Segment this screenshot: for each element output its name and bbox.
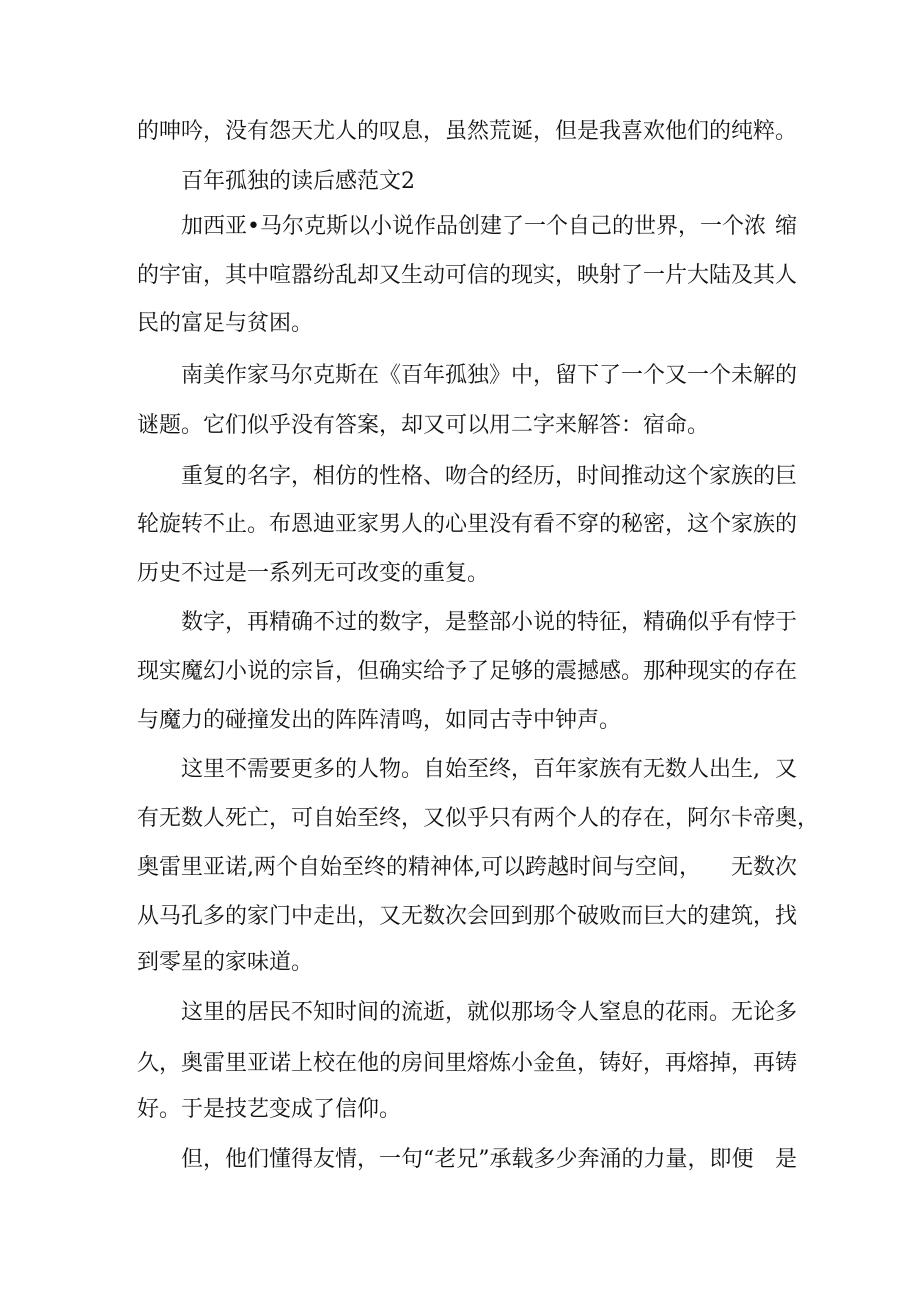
text-segment: 其人 — [753, 263, 798, 288]
text-segment: 奥雷里亚诺,两个自始至终的精神体,可以跨越时间与空间， — [137, 855, 701, 880]
text-segment: 与魔力的碰撞发出的阵阵清鸣，如同古寺中钟声。 — [137, 708, 622, 733]
text-line-10 — [137, 554, 797, 594]
text-line-19 — [181, 993, 797, 1033]
text-segment: 建筑，找 — [709, 904, 798, 929]
text-segment: 的 — [775, 363, 798, 388]
text-line-6 — [181, 356, 797, 396]
text-segment: 帝奥， — [753, 806, 820, 831]
text-segment: 南美作家马尔克斯在《百年孤独》中，留下了一个又一个未解 — [181, 363, 776, 388]
text-line-11 — [181, 603, 797, 643]
text-segment: 轮旋转不止。布恩迪亚家男人的心里没有看不穿的秘密，这个家 — [137, 512, 754, 537]
text-line-8 — [181, 457, 797, 497]
section-heading — [181, 162, 415, 202]
text-line-1 — [137, 112, 797, 152]
text-line-18 — [137, 943, 797, 983]
text-line-17 — [137, 897, 797, 937]
text-segment: 有无数人死亡，可自始至终，又似乎只有两个人的存在，阿尔卡 — [137, 806, 754, 831]
text-segment: 加西亚•马尔克斯以小说作品创建了一个自己的世界，一个浓 — [181, 214, 766, 239]
text-segment: 于 — [775, 610, 798, 635]
text-segment: 巨 — [775, 464, 798, 489]
text-segment: 谜题。它们似乎没有答案，却又可以用二字来解答：宿命。 — [137, 413, 710, 438]
text-segment: 这里不需要更多的人物。自始至终，百年家族有无数人出生, — [181, 757, 760, 782]
text-segment: 是 — [774, 1147, 797, 1172]
text-line-15 — [137, 799, 820, 839]
text-segment: 的宇宙，其中喧嚣纷乱却又生动可信的现实，映射了一片大陆及 — [137, 263, 754, 288]
text-segment: 重复的名字，相仿的性格、吻合的经历，时间推动这个家族的 — [181, 464, 776, 489]
text-line-4 — [137, 256, 797, 296]
text-line-7 — [137, 406, 797, 446]
text-segment: 无数次 — [730, 855, 797, 880]
heading-text: 百年孤独的读后感范文2 — [181, 169, 415, 194]
text-line-20 — [137, 1044, 797, 1084]
text-segment: 历史不过是一系列无可改变的重复。 — [137, 561, 490, 586]
text-line-16 — [137, 848, 797, 888]
text-line-22 — [181, 1140, 797, 1180]
text-segment: 存在 — [753, 659, 798, 684]
text-segment: 久，奥雷里亚诺上校在他的房间里熔炼小金鱼，铸好，再熔掉， — [137, 1051, 754, 1076]
text-segment: 现实魔幻小说的宗旨，但确实给予了足够的震撼感。那种现实的 — [137, 659, 754, 684]
text-segment: 的呻吟，没有怨天尤人的叹息，虽然荒诞，但是我喜 — [137, 119, 644, 144]
text-segment: 好。于是技艺变成了信仰。 — [137, 1097, 402, 1122]
text-line-21 — [137, 1090, 797, 1130]
text-segment: 从马孔多的家门中走出，又无数次会回到那个破败而巨大的 — [137, 904, 710, 929]
text-segment: 但，他们懂得友情，一句“老兄”承载多少奔涌的力量，即便 — [181, 1147, 754, 1172]
text-segment: 又 — [774, 757, 797, 782]
text-segment: 族的 — [753, 512, 798, 537]
text-line-14 — [181, 750, 797, 790]
text-line-3 — [181, 207, 797, 247]
text-line-9 — [137, 505, 797, 545]
text-line-5 — [137, 304, 797, 344]
text-segment: 多 — [775, 1000, 798, 1025]
text-line-12 — [137, 652, 797, 692]
text-segment: 数字，再精确不过的数字，是整部小说的特征，精确似乎有悖 — [181, 610, 776, 635]
text-segment: 到零星的家味道。 — [137, 950, 314, 975]
text-segment: 再铸 — [753, 1051, 798, 1076]
text-segment: 欢他们的纯粹。 — [643, 119, 798, 144]
text-segment: 缩 — [774, 214, 797, 239]
text-segment: 民的富足与贫困。 — [137, 311, 314, 336]
text-line-13 — [137, 701, 797, 741]
text-segment: 这里的居民不知时间的流逝，就似那场令人窒息的花雨。无论 — [181, 1000, 776, 1025]
